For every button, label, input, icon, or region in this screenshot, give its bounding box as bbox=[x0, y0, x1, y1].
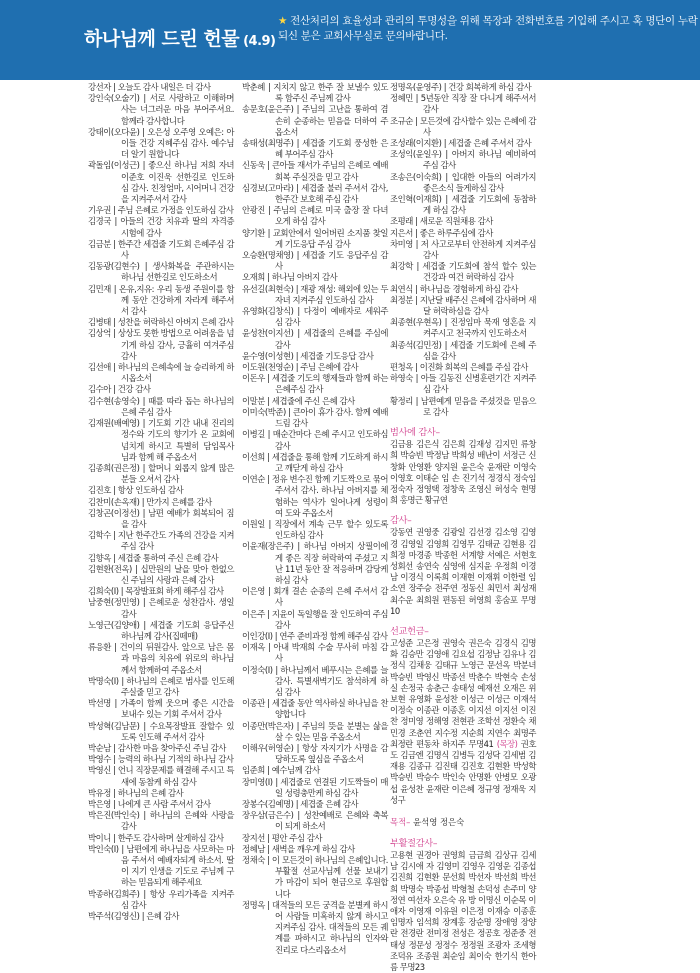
offering-entry: 최종현(우현옥) | 진정임마 묵재 영혼을 지켜주시고 천국까지 인도하소서 bbox=[390, 317, 536, 339]
offering-entry: 신동욱 | 큰아들 재서가 주님의 은혜로 예배 회복 주실것을 믿고 감사 bbox=[242, 160, 388, 182]
offering-entry: 이인강(I) | 연주 준비과정 함께 해주심 감사 bbox=[242, 630, 388, 641]
section-names bbox=[390, 439, 536, 506]
offering-entry: 박영수 | 능력의 하나님 기적의 하나님 감사 bbox=[88, 754, 234, 765]
offering-entry: 박영신 | 언니 직장문제를 해결해 주시고 특새에 동참케 하심 감사 bbox=[88, 765, 234, 787]
offering-entry: 박성혁(김남문) | 수요목장발표 잘할수 있도록 인도해 주셔서 감사 bbox=[88, 720, 234, 742]
offering-entry: 박은영 | 나에게 큰 사람 주셔서 감사 bbox=[88, 799, 211, 809]
offering-entry: 편청옥 | 이진화 회복의 은혜를 주심 감사 bbox=[390, 362, 528, 373]
page-title bbox=[84, 24, 276, 51]
offering-entry: 최강학 | 세겹줄 기도회에 참석 할수 있는 건강과 여건 허락하심 감사 bbox=[390, 261, 536, 283]
offering-entry: 조성래(이지환) | 세겹줄 은혜 주셔서 감사 bbox=[390, 138, 532, 149]
offering-entry: 김민재 | 온유,지유: 우리 동생 주원이를 함께 동안 건강하게 자라게 해주셔서 감사 bbox=[88, 283, 234, 317]
offering-entry: 김희숙(I) | 목장발표회 하게 해주심 감사 bbox=[88, 586, 224, 597]
offering-entry: 정혜남 | 새벽을 깨우게 하심 감사 bbox=[242, 843, 355, 854]
moksik-names: 윤석영 정은숙 bbox=[413, 816, 465, 827]
offering-entry: 이돈우 | 세겹줄 기도의 행제들과 함께 하는 은혜주심 감사 bbox=[242, 373, 388, 395]
offering-entry: 이선희 | 세겹줄을 통해 함께 기도하게 하시고 깨닫게 하심 감사 bbox=[242, 451, 388, 473]
offering-entry: 김찬미(손옥재) | 만가지 은혜를 감사 bbox=[88, 496, 212, 507]
offering-entry: 박순남 | 감사한 마음 찾아주신 주님 감사 bbox=[88, 742, 226, 753]
offering-entry: 윤수영(이성현) | 세겹줄 기도응답 감사 bbox=[242, 350, 374, 361]
offering-entry: 박선명 | 가족이 함께 웃으며 좋은 시간을 보내수 있는 기회 주셔서 감사 bbox=[88, 698, 234, 720]
offering-entry: 이해우(허영순) | 항상 자지기가 사명을 감당하도록 옆심을 주옵소서 bbox=[242, 742, 388, 765]
offering-entry: 곽돌임(이성근) | 좋으신 하나님 저희 자녀 이준호 이진욱 선한길로 인도하심 감사. 친정엄마, 시어머니 건강을 지켜주셔서 감사 bbox=[88, 160, 234, 205]
offering-entry: 김학수 | 지난 한주간도 가족의 건강을 지켜주심 감사 bbox=[88, 530, 234, 552]
section-names-text: 고성준 고은정 권영숙 권은숙 김경식 김명화 김승만 김영애 김요섭 김정남 김유나 김정식 김채웅 김태규 노영근 문선옥 박분녀 박승빈 박영신 박종선 박춘수 박현숙 손성실 손정국 송춘근 송태성 예재선 오재은 위보현 유영화 윤성찬 이성근 이성근 이재석 이정숙 이종관 이종혼 이지선 이지선 이진찬 정미영 정해영 전현관 조학선 정환숙 채민경 조춘연 지수정 지순희 지연수 최명주 최정란 편동차 하지주 무명41 bbox=[390, 637, 536, 749]
offering-entry: 이윤재(장은주) | 하나님 아버지 상필이에게 좋은 직장 허락하여 주셨고 지난 11년 동안 잘 적응하며 감당케 하심 감사 bbox=[242, 541, 388, 585]
offering-columns bbox=[88, 82, 694, 973]
offering-entry: 양기환 | 교회안에서 일어버린 소지품 찾일게 기도응답 주심 감사 bbox=[242, 227, 388, 249]
offering-entry: 이종관 | 세겹줄 동안 역사하실 하나님을 찬양합니다 bbox=[242, 698, 388, 720]
offering-entry: 최정분 | 지난달 배주신 은혜에 감사하며 새달 허락하심을 감사 bbox=[390, 294, 536, 317]
offering-entry: 박명숙(I) | 하나님의 은혜로 범사를 인도해 주실줄 믿고 감사 bbox=[88, 675, 234, 697]
offering-entry: 윤성찬(이지선) | 세겹줄의 은혜를 주심에 감사 bbox=[242, 328, 388, 350]
section-names bbox=[390, 850, 536, 973]
title-date: (4.9) bbox=[239, 34, 276, 49]
column-3-entries bbox=[390, 82, 536, 418]
offering-entry: 최연식 | 하나님을 경험하게 하심 감사 bbox=[390, 283, 519, 294]
offering-entry: 송태성(최명주) | 세겹줄 기도회 풍성한 은혜 부어주심 감사 bbox=[242, 138, 388, 160]
offering-entry: 김재원(배예영) | 기도회 기간 내내 진리의 정수와 기도의 향기가 온 교회에 넘치게 하시고 특별히 담임목사님과 함께 해 주옵소서 bbox=[88, 418, 234, 462]
section-tag: (목장) bbox=[496, 738, 518, 749]
offering-entry: 임준희 | 예수님께 감사 bbox=[242, 765, 320, 776]
section-names bbox=[390, 638, 536, 806]
offering-entry: 노영근(김양애) | 세겹줄 기도회 응답주신 하나님께 감사(집떼매) bbox=[88, 619, 234, 641]
offering-entry: 김금분 | 한주간 세겹줄 기도회 은혜주심 감사 bbox=[88, 238, 234, 261]
section-title: 부활절감사– bbox=[390, 837, 438, 849]
offering-entry: 이도원(천영순) | 주님 은혜에 감사 bbox=[242, 362, 359, 373]
offering-entry: 이재옥 | 아내 박재희 수술 무사히 마침 감사 bbox=[242, 642, 388, 664]
offering-entry: 심경보(고마라) | 세겹줄 불러 주셔서 감사, 한주간 보호해 주심 감사 bbox=[242, 182, 388, 205]
star-icon: ★ bbox=[278, 15, 288, 27]
offering-entry: 이은영 | 회개 결손 순종의 은혜 주셔서 감사 bbox=[242, 586, 388, 608]
offering-entry: 황정리 | 남편예게 믿음을 주셨것을 믿음으로 감사 bbox=[390, 395, 536, 417]
offering-entry: 이원일 | 직장에서 계속 근무 할수 있도록 인도하심 감사 bbox=[242, 518, 388, 541]
section-names-text: 강동연 권영중 김광일 김선경 김소영 김영경 김영일 김영희 김영무 김태균 김현용 김희정 마경종 박종헌 서계향 서예은 서현호 성회선 송연숙 심영애 심지윤 우정희 이경남 이경식 이록희 이재현 이재휘 이한렬 임소연 장주승 전주연 정동신 최민서 최성재 최수운 최희원 편동된 허영희 홍숨포 무명10 bbox=[390, 527, 536, 616]
offering-entry: 류응환 | 건이의 뒤원감사. 앞으로 남은 몸과 마음의 치유에 위로의 하나님께서 함께하여 주옵소서 bbox=[88, 642, 234, 675]
offering-entry: 정명옥 | 대적들의 모든 궁격을 분별케 하시어 사람들 미혹하지 않게 하시고 지켜주심 감사. 대적들의 모든 궤계를 파하시고 하나님의 인자와 진리로 다스리옵소서 bbox=[242, 899, 388, 955]
offering-entry: 김수현(송영숙) | 때를 따라 돕는 하나님의 은혜 주심 감사 bbox=[88, 395, 234, 417]
offering-entry: 김경국 | 아들의 건강 치유과 딸의 자격증 시험에 감사 bbox=[88, 216, 234, 238]
section-names bbox=[390, 527, 536, 617]
moksik-label: 목적– bbox=[390, 816, 414, 827]
section-title: 선교헌금– bbox=[390, 625, 429, 637]
offering-entry: 장지선 | 평안 주심 감사 bbox=[242, 832, 322, 843]
offering-entry: 박종하(김희주) | 항상 우리가족을 지켜주심 감사 bbox=[88, 888, 234, 910]
offering-entry: 이정숙(I) | 하나님께서 베푸시는 은혜를 늘 감사. 특별새벽기도 참석하게 하심 감사 bbox=[242, 664, 388, 697]
offering-entry: 유영화(김창식) | 다정이 예배자로 세워주심 감사 bbox=[242, 306, 388, 328]
offering-entry: 강태이(오다윤) | 오은성 오주영 오예은: 아이들 건강 지혜주심 감사. 예수님 더 알기 원합니다 bbox=[88, 126, 234, 160]
offering-entry: 오승환(명채영) | 세겹줄 기도 응답주심 감사 bbox=[242, 250, 388, 272]
offering-entry: 지은서 | 좋은 하루주심에 감사 bbox=[390, 227, 493, 238]
offering-entry: 김향옥 | 세겹줄 통하여 주신 은혜 감사 bbox=[88, 552, 219, 563]
title-text: 하나님께 드린 헌물 bbox=[84, 28, 240, 50]
offering-entry: 정명옥(윤영주) | 건강 회복하게 하심 감사 bbox=[390, 82, 532, 92]
offering-entry: 김창곤(이정선) | 남편 예배가 회복되어 짐을 감사 bbox=[88, 507, 234, 529]
offering-entry: 이연순 | 정유 변수진 함께 기도짝으로 묶어 주셔서 감사. 하나님 아버지를 체험하는 역사가 일어나게 성령이여 도와 주옵소서 bbox=[242, 474, 388, 518]
offering-entry: 이은주 | 지윤이 독일행을 잘 인도하여 주심 감사 bbox=[242, 608, 388, 630]
offering-entry: 김수아 | 건강 감사 bbox=[88, 384, 151, 395]
section-names-text: 고용현 권경아 권영희 금금희 김상규 김세남 김시애 자 김영미 김영우 김영운 김종섭 김진희 김현환 문선희 박선자 박선희 박선희 박명숙 박종섭 박형철 손덕성 손주미 양정연 여선자 오은숙 유 방 이명신 이순목 이애자 이영재 이유원 이은정 이재승 이종훈 임명자 임석희 장계홍 장순명 장애영 장양란 전경란 전미정 전성은 정공호 정준중 전태성 정문성 정정수 정정원 조광자 조세형 조덕유 조종원 최순임 최이숙 한기식 한아름 무명23 bbox=[390, 849, 536, 973]
offering-entry: 김종희(권은정) | 할머니 외롭지 않게 많은 분들 오셔서 감사 bbox=[88, 462, 234, 485]
section-title: 범사에 감사– bbox=[390, 427, 440, 439]
offering-entry: 조규순 | 모든것에 감사할수 있는 은혜에 감사 bbox=[390, 115, 536, 137]
column-3 bbox=[390, 82, 536, 973]
offering-entry: 조평래 | 새로운 직원채용 감사 bbox=[390, 216, 493, 227]
offering-entry: 오재희 | 하나님 아버지 감사 bbox=[242, 272, 338, 283]
offering-entry: 남중현(정민영) | 은혜로운 성찬감사. 생일감사 bbox=[88, 597, 234, 619]
offering-entry: 조성익(윤일우) | 아버지 하나님 예비하여 주심 감사 bbox=[390, 149, 536, 171]
section-title: 감사– bbox=[390, 515, 412, 527]
header-notice bbox=[278, 14, 698, 44]
offering-entry: 김선애 | 하나님의 은혜속에 늘 승리하게 하시옵소서 bbox=[88, 362, 234, 384]
offering-entry: 안광진 | 주님의 은혜로 미국 출장 잘 다녀오게 하심 감사 bbox=[242, 205, 388, 227]
offering-entry: 김동광(김현수) | 생사화복을 주관하시는 하나님 선한길로 인도하소서 bbox=[88, 261, 234, 283]
column-3-sections bbox=[390, 426, 536, 973]
offering-entry: 박춘혜 | 지치지 않고 한주 잘 보낼수 있도록 함주신 주님께 감사 bbox=[242, 82, 388, 104]
page-header bbox=[0, 0, 700, 80]
section-names-text: 권호도 김금엔 김명식 김병득 김성닥 김세범 김재용 김종규 김진태 김진호 김현환 박성학 박승빈 박승수 박인숙 안명환 안병모 오광섭 윤성찬 윤재란 이은혜 정규영 정재욱 지성구 bbox=[390, 738, 536, 805]
offering-entry: 김상억 | 상상도 못한 방법으로 어려움을 넘기게 하심 감사, 긍휼히 여겨주심 감사 bbox=[88, 328, 234, 361]
offering-entry: 강인숙(오술기) | 서로 사랑하고 이해하며 사는 너그러운 마음 부어주셔요. 함께라 감사합니다 bbox=[88, 93, 234, 126]
column-1 bbox=[88, 82, 234, 922]
offering-entry: 기우권 | 주님 은혜로 가정을 인도하심 감사 bbox=[88, 205, 234, 216]
offering-entry: 유선길(최현숙) | 재광 재성: 해외에 있는 두 자녀 지켜주심 인도하심 감사 bbox=[242, 283, 388, 305]
offering-entry: 송문호(윤은주) | 주님의 고난을 통하여 겸손히 순종하는 믿음을 더하여 주옵소서 bbox=[242, 104, 388, 137]
offering-entry: 이말분 | 세겹줄에 주신 은혜 감사 bbox=[242, 395, 355, 406]
offering-entry: 김병태 | 성찬을 허락하신 아버지 은혜 감사 bbox=[88, 317, 234, 328]
offering-entry: 이종만(박은자) | 주님의 뜻을 분별는 삶을 살 수 있는 믿음 주옵소서 bbox=[242, 720, 388, 742]
offering-entry: 정혜민 | 5년동안 직장 잘 다니게 해주셔서 감사 bbox=[390, 93, 536, 115]
offering-entry: 장미영(I) | 세겹줄로 연결된 기도짝들이 매일 성령충만케 하심 감사 bbox=[242, 776, 388, 798]
offering-entry: 장우삼(금은수) | 성찬예배로 은혜와 축복이 되게 하소서 bbox=[242, 810, 388, 832]
offering-entry: 정채숙 | 이 모든것이 하나님의 은혜입니다. 부활절 선교사님께 선물 보내기가 마감이 되어 현금으로 후원합니다 bbox=[242, 855, 388, 899]
offering-entry: 조인혁(이재희) | 세겹줄 기도회에 동참하게 하심 감사 bbox=[390, 194, 536, 216]
offering-entry: 박유정 | 하나님의 은혜 감사 bbox=[88, 787, 184, 798]
offering-entry: 박주석(김영신) | 은혜 감사 bbox=[88, 911, 180, 922]
column-2 bbox=[242, 82, 388, 956]
offering-entry: 박이니 | 한주도 감사하며 살게하심 감사 bbox=[88, 832, 224, 843]
notice-text: 전산처리의 효율성과 관리의 투명성을 위해 목장과 전화번호를 기입해 주시고 혹 명단이 누락되신 분은 교회사무실로 문의바랍니다. bbox=[278, 15, 698, 42]
offering-entry: 장봉수(김예명) | 세겹줄 은혜 감사 bbox=[242, 799, 359, 809]
offering-entry: 하영숙 | 아들 김동진 신병훈련기간 지켜주심 감사 bbox=[390, 373, 536, 395]
offering-entry: 차미영 | 저 사고로부터 안전하게 지켜주심 감사 bbox=[390, 238, 536, 261]
offering-entry: 최종석(김민정) | 세겹줄 기도회에 은혜 주심을 감사 bbox=[390, 339, 536, 361]
offering-entry: 강선자 | 오늘도 감사 내일은 더 감사 bbox=[88, 82, 211, 92]
offering-entry: 김진호 | 항상 인도하심 감사 bbox=[88, 485, 184, 496]
offering-entry: 조송은(이숙희) | 입대한 아들의 어려가지 좋은소식 들게하심 감사 bbox=[390, 171, 536, 193]
offering-entry: 이병길 | 매순간마다 은혜 주시고 인도하심 감사 bbox=[242, 429, 388, 451]
moksik-line bbox=[390, 816, 536, 829]
offering-entry: 김현환(전옥) | 십만원의 날을 맞아 한없으신 주님의 사랑과 은혜 감사 bbox=[88, 563, 234, 585]
offering-entry: 박인숙(I) | 남편에게 하나님을 사모하는 마음 주셔서 예배자되게 하소서. 딸이 지기 인생을 기도로 주님께 구하는 믿음되게 해주세요 bbox=[88, 843, 234, 888]
offering-entry: 이미숙(박준) | 큰아이 휴가 감사. 함께 예배드림 감사 bbox=[242, 406, 388, 429]
section-names-text: 김금용 김은식 김은희 김재성 김지민 류창희 박승빈 박정남 박희성 배난이 서정근 신창화 안영환 양지원 윤은숙 윤재란 이영숙 이영호 이태순 임 손 진기석 정경식 정숙임 정숙자 정영택 정창욱 조영신 허성숙 현명희 홍명근 황규연 bbox=[390, 439, 536, 506]
offering-entry: 박은진(박인숙) | 하나님의 은혜와 사랑을 감사 bbox=[88, 810, 234, 832]
